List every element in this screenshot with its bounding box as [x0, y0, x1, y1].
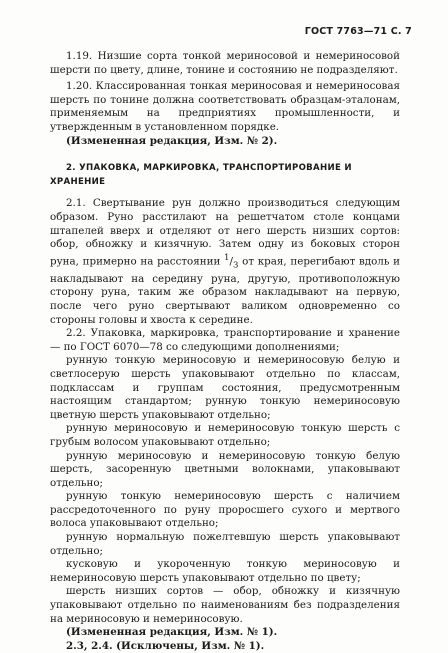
list-item: кусковую и укороченную тонкую мериносовую и немериносовую шерсть упаковывают отдельно по цвету; — [50, 558, 400, 584]
document-body — [50, 50, 400, 653]
list-item: рунную тонкую немериносовую шерсть с наличием рассредоточенного по руну проросшего сухого и мертвого волоса упаковывают отдельно; — [50, 490, 400, 530]
section-heading-2: 2. УПАКОВКА, МАРКИРОВКА, ТРАНСПОРТИРОВАНИЕ И ХРАНЕНИЕ — [50, 163, 352, 187]
clause-1-20: 1.20. Классированная тонкая мериносовая и немериносовая шерсть по тонине должна соответствовать образцам-эталонам, применяемым на предприятиях промышленности, и утвержденным в установленном порядке. — [50, 80, 400, 133]
clause-2-1: 2.1. Свертывание рун должно производиться следующим образом. Руно расстилают на решетчатом столе концами штапелей вверх и отделяют от него шерсть низших сортов: обор, обножку и кизячную. Затем одну из боковых сторон руна, примерно на расстоянии $^1/_3$ от края, перегибают вдоль и накладывают на середину руна, другую, противоположную сторону руна, таким же образом накладывают на первую, после чего руно свертывают валиком одновременно со стороны головы и хвоста к середине. — [50, 197, 400, 326]
page-header: ГОСТ 7763—71 С. 7 — [304, 26, 412, 37]
clause-2-3-2-4: 2.3, 2.4. (Исключены, Изм. № 1). — [66, 639, 265, 652]
list-item: рунную нормальную пожелтевшую шерсть упаковывают отдельно; — [50, 531, 400, 557]
clause-2-2: 2.2. Упаковка, маркировка, транспортирование и хранение — по ГОСТ 6070—78 со следующими дополнениями; — [50, 327, 400, 353]
list-item: рунную мериносовую и немериносовую тонкую шерсть с грубым волосом упаковывают отдельно; — [50, 422, 400, 448]
amendment-note-2: (Измененная редакция, Изм. № 2). — [66, 134, 278, 147]
list-item: шерсть низших сортов — обор, обножку и кизячную упаковывают отдельно по наименованиям без подразделения на мериносовую и немериносовую. — [50, 585, 400, 625]
clause-1-19: 1.19. Низшие сорта тонкой мериносовой и немериносовой шерсти по цвету, длине, тонине и состоянию не подразделяют. — [50, 50, 400, 76]
list-item: рунную тонкую мериносовую и немериносовую белую и светлосерую шерсть упаковывают отдельно по классам, подклассам и группам состояния, предусмотренным настоящим стандартом; рунную тонкую немериносовую цветную шерсть упаковывают отдельно; — [50, 354, 400, 421]
list-item: рунную мериносовую и немериносовую тонкую белую шерсть, засоренную цветными волокнами, упаковывают отдельно; — [50, 449, 400, 489]
amendment-note-1: (Измененная редакция, Изм. № 1). — [66, 626, 278, 639]
